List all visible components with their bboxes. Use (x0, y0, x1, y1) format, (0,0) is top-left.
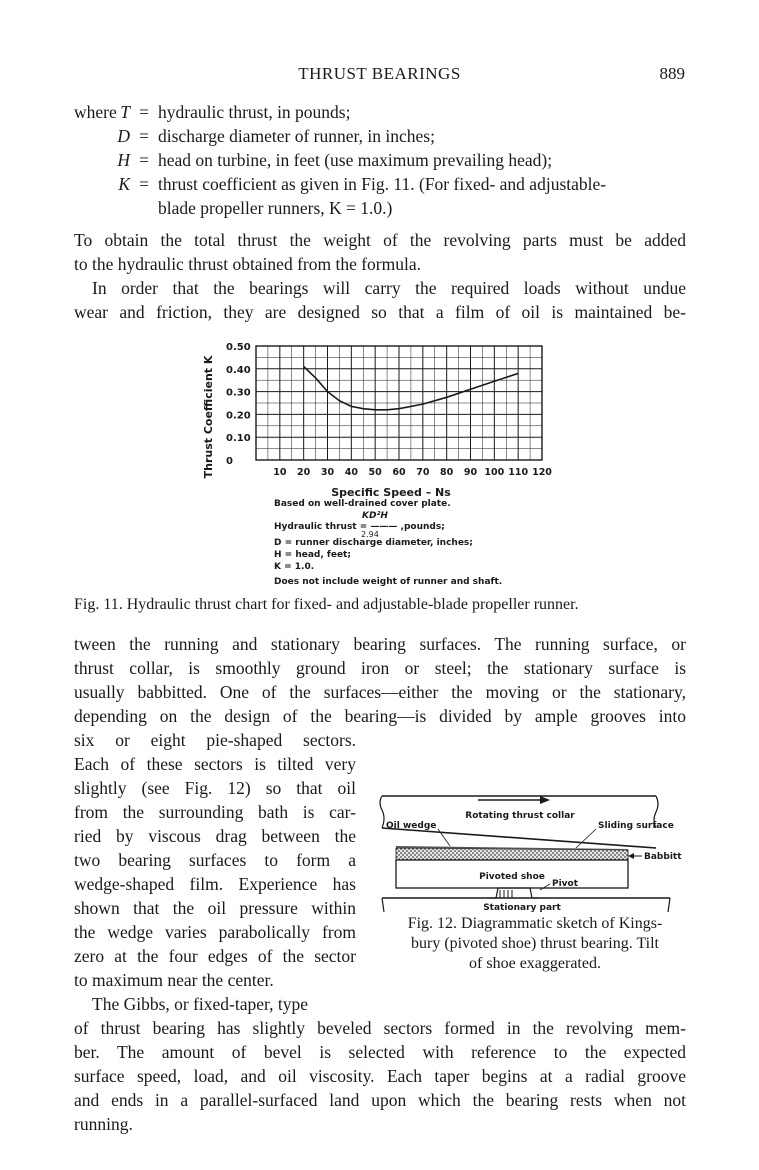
x-tick-label: 70 (416, 467, 430, 478)
equals-sign: = (139, 102, 149, 122)
equals-sign: = (139, 174, 149, 194)
chart-note: H = head, feet; (274, 550, 351, 560)
formula-numerator: KD²H (362, 511, 388, 521)
x-tick-label: 100 (484, 467, 505, 478)
chart-note: K = 1.0. (274, 562, 315, 572)
label-pivot: Pivot (552, 879, 579, 889)
y-tick-label: 0.20 (226, 410, 251, 422)
text-line: ber. The amount of bevel is selected with reference to the expected (74, 1042, 686, 1062)
x-tick-label: 20 (297, 467, 311, 478)
text-line: wedge-shaped film. Experience has (74, 874, 356, 894)
text-line: ried by viscous drag between the (74, 826, 356, 846)
definition-row (74, 148, 694, 172)
text-line: zero at the four edges of the sector (74, 946, 356, 966)
x-tick-label: 60 (392, 467, 406, 478)
definition-symbol: H (117, 150, 130, 170)
text-line: six or eight pie-shaped sectors. (74, 730, 356, 750)
text-line: to the hydraulic thrust obtained from the formula. (74, 254, 421, 274)
text-line: of thrust bearing has slightly beveled sectors formed in the revolving mem- (74, 1018, 686, 1038)
text-line: to maximum near the center. (74, 970, 274, 990)
definition-row (74, 100, 694, 124)
label-pivoted-shoe: Pivoted shoe (479, 872, 545, 882)
equals-sign: = (139, 150, 149, 170)
text-line: shown that the oil pressure within (74, 898, 356, 918)
paragraph-oil-film (74, 276, 686, 324)
rotation-arrow-icon (478, 796, 550, 804)
text-line: tween the running and stationary bearing surfaces. The running surface, or (74, 634, 686, 654)
x-tick-label: 40 (344, 467, 358, 478)
caption-line: bury (pivoted shoe) thrust bearing. Tilt (411, 935, 659, 952)
text-line: In order that the bearings will carry the required loads without undue (92, 278, 686, 298)
chart-note: Based on well-drained cover plate. (274, 499, 451, 509)
figure-12-caption (380, 914, 690, 974)
y-axis-label: Thrust Coefficient K (202, 355, 215, 479)
caption-line: Fig. 12. Diagrammatic sketch of Kings- (407, 915, 663, 932)
definitions-lead: where (74, 102, 117, 122)
definition-symbol: T (120, 102, 130, 122)
thrust-coefficient-chart (196, 340, 576, 500)
page-header (0, 64, 759, 90)
x-tick-label: 50 (368, 467, 382, 478)
y-tick-label: 0.30 (226, 387, 251, 399)
text-line: and ends in a parallel-surfaced land upon which the bearing rests when not (74, 1090, 686, 1110)
y-tick-label: 0.10 (226, 433, 251, 445)
text-line: depending on the design of the bearing—is divided by ample grooves into (74, 706, 686, 726)
label-stationary-part: Stationary part (483, 903, 561, 912)
x-tick-label: 120 (532, 467, 552, 478)
x-tick-label: 110 (508, 467, 529, 478)
paragraph-total-thrust (74, 228, 686, 276)
definition-symbol: D (117, 126, 130, 146)
babbitt-layer (396, 848, 628, 860)
y-tick-label: 0.40 (226, 364, 251, 376)
definition-row (74, 172, 694, 196)
chart-note: Does not include weight of runner and shaft. (274, 577, 503, 587)
kingsbury-bearing-diagram (370, 790, 690, 912)
text-line: surface speed, load, and oil viscosity. Each taper begins at a radial groove (74, 1066, 686, 1086)
chart-note: Hydraulic thrust = ——— ,pounds; (274, 522, 445, 532)
label-sliding-surface: Sliding surface (598, 821, 674, 831)
pivot-icon (490, 888, 538, 898)
label-rotating-collar: Rotating thrust collar (465, 811, 575, 821)
chart-grid (256, 346, 542, 460)
definition-text: hydraulic thrust, in pounds; (158, 102, 351, 122)
definition-text: head on turbine, in feet (use maximum prevailing head); (158, 150, 553, 170)
text-line: running. (74, 1114, 133, 1134)
x-tick-label: 90 (463, 467, 478, 478)
chart-note: D = runner discharge diameter, inches; (274, 538, 473, 548)
text-line: To obtain the total thrust the weight of the revolving parts must be added (74, 230, 686, 250)
definition-text: discharge diameter of runner, in inches; (158, 126, 435, 146)
y-tick-label: 0 (226, 456, 233, 467)
text-line: the wedge varies parabolically from (74, 922, 356, 942)
formula-denominator: 2.94 (361, 530, 379, 539)
figure-11-caption: Fig. 11. Hydraulic thrust chart for fixed- and adjustable-blade propeller runner. (74, 596, 579, 613)
running-head: THRUST BEARINGS (298, 64, 461, 83)
definition-symbol: K (118, 174, 130, 194)
x-tick-label: 30 (320, 467, 335, 478)
text-line: usually babbitted. One of the surfaces—either the moving or the stationary, (74, 682, 686, 702)
label-oil-wedge: Oil wedge (386, 821, 437, 831)
x-axis-label: Specific Speed – Ns (331, 486, 451, 499)
label-babbitt: Babbitt (644, 852, 682, 862)
x-tick-label: 80 (440, 467, 454, 478)
x-tick-label: 10 (273, 467, 287, 478)
definition-text: thrust coefficient as given in Fig. 11. (For fixed- and adjustable- (158, 174, 607, 194)
text-line: from the surrounding bath is car- (74, 802, 356, 822)
text-line: slightly (see Fig. 12) so that oil (74, 778, 356, 798)
page-number: 889 (659, 64, 685, 83)
caption-line: of shoe exaggerated. (469, 955, 601, 972)
paragraph-sectors (74, 728, 356, 1016)
paragraph-bearing-surfaces (74, 632, 686, 728)
definition-continuation: blade propeller runners, K = 1.0.) (158, 198, 393, 218)
paragraph-gibbs-bearing (74, 1016, 686, 1136)
text-line: two bearing surfaces to form a (74, 850, 356, 870)
text-line: Each of these sectors is tilted very (74, 754, 356, 774)
text-line: thrust collar, is smoothly ground iron or steel; the stationary surface is (74, 658, 686, 678)
equals-sign: = (139, 126, 149, 146)
text-line: wear and friction, they are designed so that a film of oil is maintained be- (74, 302, 686, 322)
text-line: The Gibbs, or fixed-taper, type (92, 994, 309, 1014)
y-tick-label: 0.50 (226, 342, 251, 353)
definitions-list (74, 100, 694, 220)
definition-row (74, 124, 694, 148)
